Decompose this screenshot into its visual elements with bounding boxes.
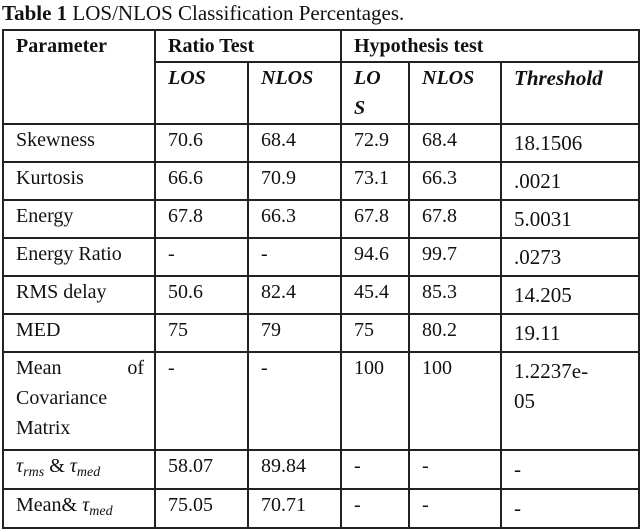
cell-hyp-los: 67.8 (341, 200, 409, 238)
cell-ratio-nlos: 68.4 (248, 124, 341, 162)
cell-ratio-los: 58.07 (155, 450, 248, 489)
cell-ratio-los: 67.8 (155, 200, 248, 238)
subheader-ratio-los: LOS (155, 62, 248, 124)
table-row (3, 200, 639, 238)
param-line-2: Covariance (16, 387, 108, 409)
subheader-ratio-nlos: NLOS (248, 62, 341, 124)
cell-hyp-los: 100 (341, 352, 409, 450)
cell-ratio-los: 50.6 (155, 276, 248, 314)
cell-threshold: .0021 (501, 162, 639, 200)
cell-ratio-los: 75.05 (155, 489, 248, 528)
header-hypothesis-test: Hypothesis test (341, 30, 639, 62)
cell-hyp-nlos: 100 (409, 352, 501, 450)
header-row-1 (3, 30, 639, 62)
tau-symbol (69, 455, 101, 480)
table-caption (2, 0, 404, 26)
cell-ratio-nlos: 70.9 (248, 162, 341, 200)
cell-threshold: 18.1506 (501, 124, 639, 162)
param-line-3: Matrix (16, 417, 71, 439)
cell-hyp-nlos: 66.3 (409, 162, 501, 200)
subscript-rms: rms (23, 465, 45, 480)
cell-parameter: RMS delay (3, 276, 155, 314)
tau-glyph: τ (69, 455, 77, 477)
table-row (3, 352, 639, 450)
table-row (3, 450, 639, 489)
threshold-line-2: 05 (514, 389, 535, 413)
cell-threshold: - (501, 489, 639, 528)
tau-glyph: τ (82, 494, 90, 516)
cell-hyp-los: 45.4 (341, 276, 409, 314)
param-word-of: of (127, 357, 144, 379)
subscript-med: med (76, 465, 101, 480)
subheader-threshold: Threshold (501, 62, 639, 124)
cell-hyp-nlos: - (409, 489, 501, 528)
cell-parameter: Kurtosis (3, 162, 155, 200)
cell-ratio-los: 75 (155, 314, 248, 352)
cell-ratio-los: 66.6 (155, 162, 248, 200)
cell-ratio-los: - (155, 238, 248, 276)
cell-parameter (3, 489, 155, 528)
cell-ratio-nlos: - (248, 238, 341, 276)
table-row (3, 238, 639, 276)
tau-glyph: τ (16, 455, 24, 477)
cell-hyp-los: - (341, 450, 409, 489)
cell-hyp-nlos: 67.8 (409, 200, 501, 238)
cell-ratio-los: - (155, 352, 248, 450)
table-caption-text: LOS/NLOS Classification Percentages. (67, 1, 405, 25)
table-row (3, 162, 639, 200)
cell-ratio-los: 70.6 (155, 124, 248, 162)
cell-threshold (501, 352, 639, 450)
param-text-mean: Mean& (16, 494, 83, 516)
ampersand: & (44, 455, 70, 477)
subheader-hyp-los: LO S (341, 62, 409, 124)
cell-threshold: 14.205 (501, 276, 639, 314)
table-row (3, 314, 639, 352)
param-word-mean: Mean (16, 357, 62, 379)
cell-parameter: Skewness (3, 124, 155, 162)
table-row (3, 124, 639, 162)
cell-parameter: Energy (3, 200, 155, 238)
cell-hyp-nlos: - (409, 450, 501, 489)
cell-ratio-nlos: 66.3 (248, 200, 341, 238)
cell-threshold: .0273 (501, 238, 639, 276)
subheader-hyp-nlos: NLOS (409, 62, 501, 124)
cell-ratio-nlos: 82.4 (248, 276, 341, 314)
tau-symbol (16, 455, 45, 480)
table-row (3, 276, 639, 314)
header-ratio-test: Ratio Test (155, 30, 341, 62)
cell-hyp-los: 94.6 (341, 238, 409, 276)
cell-hyp-nlos: 85.3 (409, 276, 501, 314)
tau-symbol (82, 494, 113, 519)
header-parameter: Parameter (3, 30, 155, 124)
cell-hyp-los: 72.9 (341, 124, 409, 162)
cell-ratio-nlos: 70.71 (248, 489, 341, 528)
cell-threshold: 5.0031 (501, 200, 639, 238)
param-line-1 (16, 353, 154, 383)
cell-threshold: 19.11 (501, 314, 639, 352)
cell-parameter (3, 450, 155, 489)
cell-hyp-los: 73.1 (341, 162, 409, 200)
cell-hyp-nlos: 99.7 (409, 238, 501, 276)
cell-hyp-los: 75 (341, 314, 409, 352)
cell-parameter: Energy Ratio (3, 238, 155, 276)
cell-ratio-nlos: 79 (248, 314, 341, 352)
cell-threshold: - (501, 450, 639, 489)
table-row (3, 489, 639, 528)
cell-hyp-los: - (341, 489, 409, 528)
cell-hyp-nlos: 68.4 (409, 124, 501, 162)
subscript-med: med (89, 504, 113, 519)
cell-ratio-nlos: 89.84 (248, 450, 341, 489)
cell-parameter: MED (3, 314, 155, 352)
cell-hyp-nlos: 80.2 (409, 314, 501, 352)
classification-table (2, 29, 640, 529)
cell-ratio-nlos: - (248, 352, 341, 450)
threshold-line-1: 1.2237e- (514, 359, 589, 383)
table-label: Table 1 (2, 1, 68, 25)
cell-parameter (3, 352, 155, 450)
